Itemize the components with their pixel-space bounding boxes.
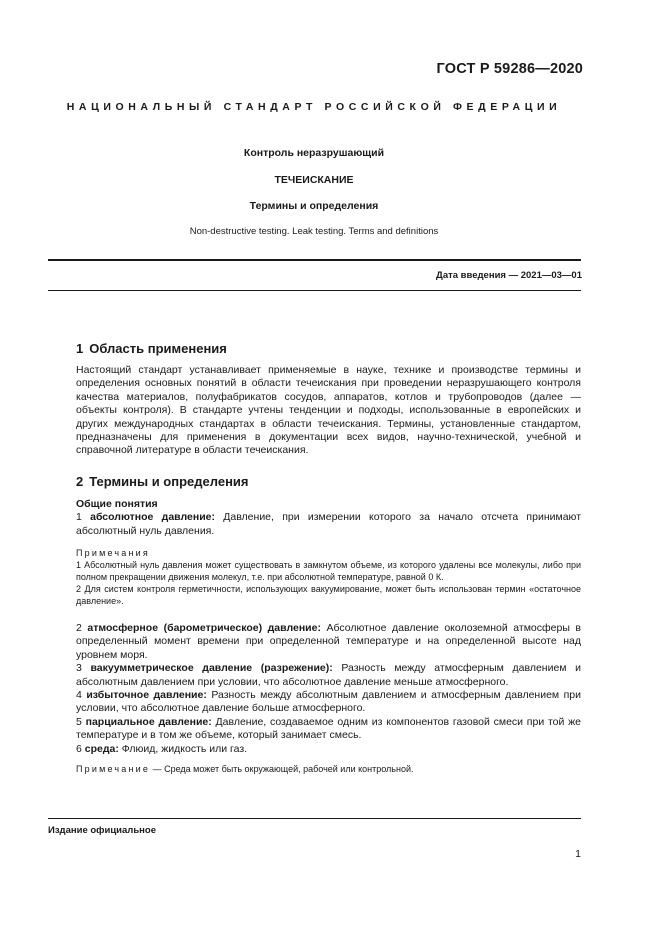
term-6-number: 6 xyxy=(76,742,82,755)
term-1-number: 1 xyxy=(76,511,82,524)
note-term-6-label: Примечание xyxy=(76,764,151,774)
term-4-number: 4 xyxy=(76,689,82,702)
term-2-number: 2 xyxy=(76,622,82,634)
section1-heading xyxy=(76,341,227,356)
term-6 xyxy=(76,743,581,756)
date-divider xyxy=(48,290,581,291)
gost-code: ГОСТ Р 59286—2020 xyxy=(436,61,583,77)
section1-body xyxy=(76,364,581,458)
term-3-number: 3 xyxy=(76,662,82,675)
edition-label: Издание официальное xyxy=(48,825,156,836)
term-1-definition: Давление, при измерении которого за начало отсчета принимают абсолютный нуль давления. xyxy=(76,511,581,537)
term-4 xyxy=(76,689,581,716)
notes-block xyxy=(76,547,581,607)
term-3 xyxy=(76,662,581,689)
title-line-2: ТЕЧЕИСКАНИЕ xyxy=(274,174,354,186)
term-1 xyxy=(76,511,581,538)
section2-subheading: Общие понятия xyxy=(76,498,158,510)
term-5-name: парциальное давление: xyxy=(85,715,212,728)
notes-heading: Примечания xyxy=(76,548,150,558)
national-standard-banner: НАЦИОНАЛЬНЫЙ СТАНДАРТ РОССИЙСКОЙ ФЕДЕРАЦИИ xyxy=(66,101,562,113)
term-6-name: среда: xyxy=(84,742,119,755)
note-term-6-text: — Среда может быть окружающей, рабочей или контрольной. xyxy=(150,764,414,774)
footer-divider xyxy=(48,818,581,819)
term-4-definition: Разность между абсолютным давлением и атмосферным давлением при условии, что абсолютное давление больше атмосферного. xyxy=(76,689,582,715)
intro-date: Дата введения — 2021—03—01 xyxy=(436,270,582,281)
term-2-definition: Абсолютное давление околоземной атмосферы в определенный момент времени при определенной температуре и на определенной высоте над уровнем моря. xyxy=(76,622,582,661)
term-2 xyxy=(76,622,581,662)
term-3-definition: Разность между атмосферным давлением и абсолютным давлением при условии, что абсолютное давление меньше атмосферного. xyxy=(76,662,581,688)
term-5-definition: Давление, создаваемое одним из компонентов газовой смеси при той же температуре и в том же объеме, который занимает смесь. xyxy=(76,715,581,742)
section2-subheading-block xyxy=(76,498,581,538)
term-1-name: абсолютное давление: xyxy=(90,511,215,524)
title-line-1: Контроль неразрушающий xyxy=(243,147,385,159)
title-line-3: Термины и определения xyxy=(249,200,379,212)
term-4-name: избыточное давление: xyxy=(86,689,207,702)
title-divider xyxy=(48,259,581,261)
note-2: 2 Для систем контроля герметичности, использующих вакуумирование, может быть использован термин «остаточное давление». xyxy=(76,584,581,606)
term-3-name: вакуумметрическое давление (разрежение): xyxy=(90,662,333,675)
note-1: 1 Абсолютный нуль давления может существовать в замкнутом объеме, из которого удалены все молекулы, либо при полном прекращении движения молекул, т.е. при абсолютной температуре, равной 0 К. xyxy=(76,560,581,582)
title-english: Non-destructive testing. Leak testing. Terms and definitions xyxy=(189,226,439,237)
section1-number: 1 xyxy=(76,341,84,356)
section2-heading xyxy=(76,474,249,489)
terms-list xyxy=(76,622,581,756)
term-2-name: атмосферное (барометрическое) давление: xyxy=(87,622,321,634)
term-6-definition: Флюид, жидкость или газ. xyxy=(121,742,248,755)
section1-title: Область применения xyxy=(89,341,227,356)
page-number: 1 xyxy=(575,848,581,860)
term-5-number: 5 xyxy=(76,715,82,728)
note-term-6 xyxy=(76,763,581,775)
section1-text: Настоящий стандарт устанавливает применяемые в науке, технике и производстве термины и определения основных понятий в области течеискания при проведении неразрушающего контроля качества материалов, полуфабрикатов сосудов, аппаратов, котлов и трубопроводов (далее — объекты контроля). В стандарте учтены тенденции и подходы, использованные в европейских и других международных стандартах в области течеискания. Термины, установленные стандартом, предназначены для применения в документации всех видов, научно-технической, учебной и справочной литературе в области течеискания. xyxy=(76,364,581,457)
term-5 xyxy=(76,716,581,743)
section2-number: 2 xyxy=(76,474,84,489)
section2-title: Термины и определения xyxy=(89,474,249,489)
